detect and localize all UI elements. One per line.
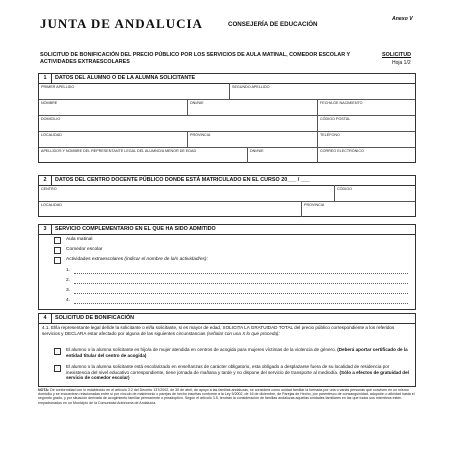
correo-label: CORREO ELECTRÓNICO <box>320 149 364 153</box>
codigo-postal-label: CÓDIGO POSTAL <box>320 117 351 121</box>
comedor-escolar-label: Comedor escolar <box>66 247 103 252</box>
localidad-centro-label: LOCALIDAD <box>41 203 62 207</box>
section-4-title: SOLICITUD DE BONIFICACIÓN <box>55 315 135 321</box>
primer-apellido-label: PRIMER APELLIDO <box>41 85 75 89</box>
option-1-note: (Deberá aportar certificado de la entidad titular del centro de acogida) <box>66 347 408 358</box>
section-3-box <box>38 224 416 310</box>
solicitud-intro-hint: (señalar con una X lo que proceda): <box>206 330 280 336</box>
activity-line-number: 4. <box>66 298 71 303</box>
nota-text: De conformidad con lo establecido en el artículo 3.2 del Decreto 137/2002, de 30 de abril, de apoyo a las familias andaluzas, se considera como unidad familiar la formada por una o varias personas que conviven en un mismo domicilio y se encuentran relacionadas entre sí por vínculo de matrimonio o parejas de hecho inscritas conforme a la Ley 5/2002, de 16 de diciembre, de Parejas de Hecho, por parentesco de consanguinidad, adopción o afinidad hasta el segundo grado, y por situación derivada de acogimiento familiar permanente o preadoptivo. Según el artículo 3.5, tendrán la consideración de familias andaluzas aquellas unidades familiares en las que todos sus miembros estén empadronados en un Municipio de la Comunidad Autónoma de Andalucía. <box>38 388 415 405</box>
option-violencia-genero <box>66 347 412 358</box>
aula-matinal-checkbox[interactable] <box>54 237 61 244</box>
telefono-label: TELÉFONO <box>320 133 340 137</box>
extraescolares-hint: (indicar el nombre de la/s actividad/es): <box>124 257 208 262</box>
section-4-number: 4 <box>39 314 52 323</box>
nota-label: NOTA: <box>38 388 50 392</box>
segundo-apellido-label: SEGUNDO APELLIDO <box>232 85 270 89</box>
section-4-header <box>39 314 415 324</box>
section-1-number: 1 <box>39 74 52 83</box>
section-1-header <box>39 74 415 84</box>
extraescolares-label <box>66 257 208 262</box>
row-divider <box>39 201 415 202</box>
divider <box>247 147 248 163</box>
nota-paragraph <box>38 388 416 405</box>
localidad-label: LOCALIDAD <box>41 133 62 137</box>
activity-input-line[interactable] <box>74 283 408 284</box>
option-desplazamiento <box>66 364 412 381</box>
solicitud-intro-text: 4.1. El/la representante legal del/de la solicitante o el/la solicitante, si es mayor de edad, SOLICITA LA GRATUIDAD TOTAL del precio público correspondiente a los referidos servicios y DECLARA estar afectado por alguna de las siguientes circunstancias <box>42 325 395 336</box>
anexo-label: Anexo V <box>392 16 413 22</box>
codigo-label: CÓDIGO <box>337 187 352 191</box>
extraescolares-text: Actividades extraescolares <box>66 257 124 262</box>
consejeria-label: CONSEJERÍA DE EDUCACIÓN <box>228 21 318 28</box>
activity-line-number: 2. <box>66 278 71 283</box>
junta-logo: JUNTA DE ANDALUCIA <box>40 16 203 31</box>
fecha-nacimiento-label: FECHA DE NACIMIENTO <box>320 101 363 105</box>
section-1-box <box>38 73 416 163</box>
representante-label: APELLIDOS Y NOMBRE DEL REPRESENTANTE LEGAL DEL ALUMNO/A MENOR DE EDAD <box>41 149 197 153</box>
provincia-centro-label: PROVINCIA <box>304 203 325 207</box>
section-2-box <box>38 175 416 217</box>
section-3-title: SERVICIO COMPLEMENTARIO EN EL QUE HA SIDO ADMITIDO <box>55 226 216 232</box>
domicilio-label: DOMICILIO <box>41 117 61 121</box>
page-number: Hoja 1/2 <box>392 60 411 66</box>
section-2-number: 2 <box>39 176 52 185</box>
solicitud-intro <box>42 325 412 336</box>
row-divider <box>39 147 415 148</box>
section-3-number: 3 <box>39 225 52 234</box>
option-2-text: El alumno o la alumna solicitante está escolarizado en enseñanzas de carácter obligatorio, esta obligado a desplazarse fuera de su localidad de residencia por inexistencia del nivel educativo correspondiente, tiene jornada de mañana y tarde y no dispone del servicio de transporte al mediodía. <box>66 364 390 375</box>
centro-label: CENTRO <box>41 187 57 191</box>
desplazamiento-checkbox[interactable] <box>54 365 61 372</box>
dni-nie-label: DNI/NIE <box>190 101 204 105</box>
section-3-header <box>39 225 415 235</box>
aula-matinal-label: Aula matinal <box>66 237 93 242</box>
violencia-genero-checkbox[interactable] <box>54 348 61 355</box>
row-divider <box>39 99 415 100</box>
divider <box>229 83 230 99</box>
divider <box>301 201 302 217</box>
dni-nie-representante-label: DNI/NIE <box>250 149 264 153</box>
activity-input-line[interactable] <box>74 273 408 274</box>
extraescolares-checkbox[interactable] <box>54 257 61 264</box>
divider <box>187 131 188 147</box>
divider <box>317 99 318 115</box>
divider <box>334 185 335 201</box>
section-2-header <box>39 176 415 186</box>
option-2-note: (Sólo a efectos de gratuidad del servicio de comedor escolar) <box>66 369 409 381</box>
row-divider <box>39 115 415 116</box>
activity-input-line[interactable] <box>74 303 408 304</box>
divider <box>317 115 318 131</box>
section-4-box <box>38 313 416 387</box>
divider <box>317 147 318 163</box>
section-2-title: DATOS DEL CENTRO DOCENTE PÚBLICO DONDE ESTÁ MATRICULADO EN EL CURSO 20___ / ___ <box>55 177 310 183</box>
divider <box>187 99 188 115</box>
option-1-text: El alumno o la alumna solicitante es hijo/a de mujer atendida en centros de acogida para mujeres víctimas de la violencia de género. <box>66 347 336 352</box>
divider <box>317 131 318 147</box>
solicitud-label: SOLICITUD <box>382 52 412 58</box>
section-1-title: DATOS DEL ALUMNO O DE LA ALUMNA SOLICITANTE <box>55 75 196 81</box>
comedor-escolar-checkbox[interactable] <box>54 247 61 254</box>
activity-input-line[interactable] <box>74 293 408 294</box>
provincia-label: PROVINCIA <box>190 133 211 137</box>
row-divider <box>39 131 415 132</box>
nombre-label: NOMBRE <box>41 101 58 105</box>
activity-line-number: 3. <box>66 288 71 293</box>
form-title: SOLICITUD DE BONIFICACIÓN DEL PRECIO PÚBLICO POR LOS SERVICIOS DE AULA MATINAL, COMEDOR ESCOLAR Y ACTIVIDADES EXTRAESCOLARES <box>40 52 350 65</box>
activity-line-number: 1. <box>66 268 71 273</box>
